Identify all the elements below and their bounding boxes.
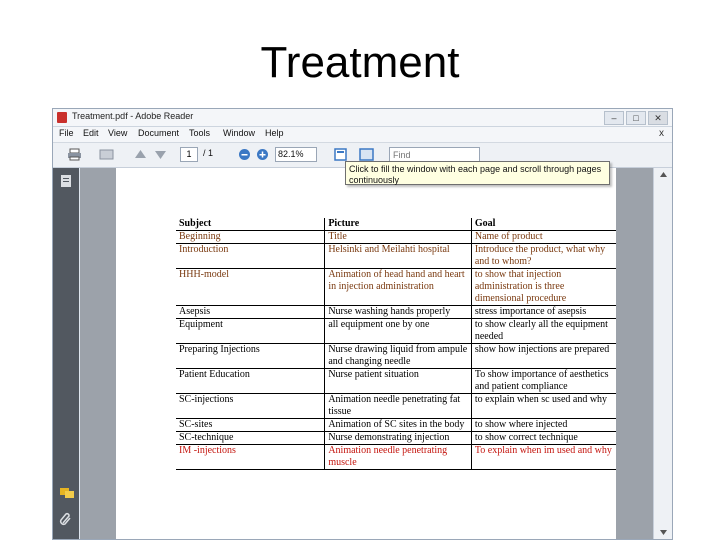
cell-picture: Animation of head hand and heart in injection administration	[325, 269, 472, 306]
cell-subject: SC-sites	[179, 419, 213, 430]
table-row	[176, 269, 616, 306]
cell-subject: SC-technique	[179, 432, 234, 443]
cell-goal: to explain when sc used and why	[471, 394, 616, 419]
close-button[interactable]: ✕	[648, 111, 668, 125]
attachments-icon[interactable]	[59, 512, 73, 526]
cell-goal: Introduce the product, what why and to whom?	[471, 244, 616, 269]
cell-goal: To explain when im used and why	[471, 445, 616, 470]
cell-subject: HHH-model	[179, 269, 229, 280]
cell-picture: Animation needle penetrating muscle	[325, 445, 472, 470]
menu-document[interactable]: Document	[138, 128, 180, 138]
menu-help[interactable]: Help	[265, 128, 284, 138]
cell-picture: Nurse demonstrating injection	[325, 432, 472, 445]
cell-goal: To show importance of aesthetics and patient compliance	[471, 369, 616, 394]
column-header-subject: Subject	[179, 218, 212, 229]
column-header-picture: Picture	[325, 218, 472, 231]
cell-subject: Preparing Injections	[179, 344, 260, 355]
cell-picture: Helsinki and Meilahti hospital	[325, 244, 472, 269]
comments-panel-icon[interactable]	[59, 486, 75, 500]
fit-width-icon[interactable]	[359, 148, 374, 161]
table-row	[176, 394, 616, 419]
zoom-level-input[interactable]: 82.1%	[275, 147, 317, 162]
column-header-goal: Goal	[471, 218, 616, 231]
table-row	[176, 319, 616, 344]
tooltip: Click to fill the window with each page and scroll through pages continuously	[345, 161, 610, 185]
menu-file[interactable]: File	[59, 128, 74, 138]
cell-picture: Animation of SC sites in the body	[325, 419, 472, 432]
previous-page-icon[interactable]	[133, 148, 148, 161]
cell-goal: Name of product	[471, 231, 616, 244]
scroll-up-icon[interactable]	[659, 171, 668, 178]
table-row	[176, 445, 616, 470]
cell-subject: Introduction	[179, 244, 229, 255]
slide-title: Treatment	[260, 38, 460, 87]
zoom-in-icon[interactable]	[255, 148, 270, 161]
cell-goal: stress importance of asepsis	[471, 306, 616, 319]
page-number-input[interactable]: 1	[180, 147, 198, 162]
pages-panel-icon[interactable]	[59, 174, 73, 188]
page-count: / 1	[203, 148, 214, 158]
document-area[interactable]	[80, 168, 653, 539]
maximize-button[interactable]: □	[626, 111, 646, 125]
table-row	[176, 306, 616, 319]
table-row	[176, 231, 616, 244]
cell-picture: Title	[325, 231, 472, 244]
table-row	[176, 432, 616, 445]
cell-subject: IM -injections	[179, 445, 236, 456]
title-bar	[53, 109, 672, 127]
menu-bar	[53, 127, 672, 143]
print-icon[interactable]	[67, 148, 82, 161]
table-row	[176, 419, 616, 432]
menu-view[interactable]: View	[108, 128, 128, 138]
pdf-page	[116, 168, 616, 539]
collaborate-icon[interactable]	[99, 148, 114, 161]
cell-goal: to show that injection administration is three dimensional procedure	[471, 269, 616, 306]
table-row	[176, 244, 616, 269]
navigation-pane	[53, 168, 79, 539]
cell-goal: to show clearly all the equipment needed	[471, 319, 616, 344]
cell-picture: Animation needle penetrating fat tissue	[325, 394, 472, 419]
vertical-scrollbar[interactable]	[653, 168, 673, 539]
cell-subject: Equipment	[179, 319, 223, 330]
table-header-row	[176, 218, 616, 231]
menu-window[interactable]: Window	[223, 128, 256, 138]
fit-page-icon[interactable]	[333, 148, 348, 161]
minimize-button[interactable]: –	[604, 111, 624, 125]
cell-goal: to show correct technique	[471, 432, 616, 445]
next-page-icon[interactable]	[153, 148, 168, 161]
close-document-button[interactable]: x	[659, 128, 664, 139]
pdf-app-icon	[57, 112, 67, 123]
cell-subject: SC-injections	[179, 394, 234, 405]
cell-subject: Patient Education	[179, 369, 250, 380]
cell-subject: Asepsis	[179, 306, 211, 317]
table-row	[176, 344, 616, 369]
cell-picture: Nurse washing hands properly	[325, 306, 472, 319]
cell-picture: Nurse drawing liquid from ampule and changing needle	[325, 344, 472, 369]
treatment-table	[176, 218, 616, 470]
zoom-out-icon[interactable]	[237, 148, 252, 161]
cell-subject: Beginning	[179, 231, 221, 242]
scroll-down-icon[interactable]	[659, 529, 668, 536]
cell-picture: Nurse patient situation	[325, 369, 472, 394]
adobe-reader-window	[52, 108, 673, 540]
table-row	[176, 369, 616, 394]
menu-edit[interactable]: Edit	[83, 128, 99, 138]
cell-goal: show how injections are prepared	[471, 344, 616, 369]
cell-goal: to show where injected	[471, 419, 616, 432]
window-title: Treatment.pdf - Adobe Reader	[72, 111, 194, 121]
cell-picture: all equipment one by one	[325, 319, 472, 344]
menu-tools[interactable]: Tools	[189, 128, 211, 138]
